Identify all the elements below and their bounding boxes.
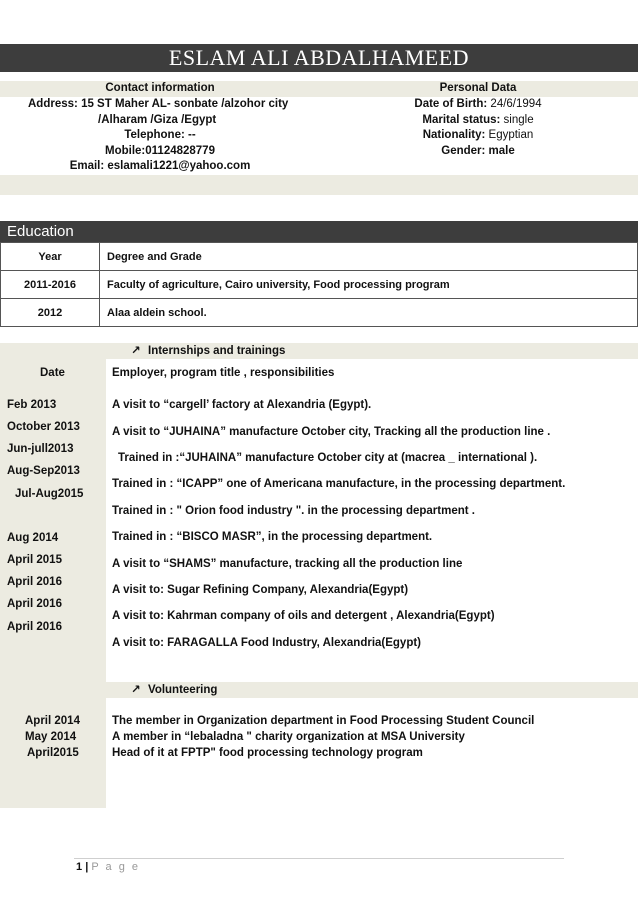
- internship-item: A visit to: Kahrman company of oils and detergent , Alexandria(Egypt): [112, 610, 495, 622]
- nationality-value: Egyptian: [485, 129, 534, 141]
- address-line-2: /Alharam /Giza /Egypt: [98, 113, 217, 126]
- table-row: [1, 299, 638, 327]
- edu-year: 2012: [1, 299, 100, 327]
- internships-col-desc: Employer, program title , responsibilities: [112, 367, 335, 379]
- internships-header-band: [0, 343, 638, 359]
- contact-heading: Contact information: [105, 82, 215, 94]
- edu-degree: Faculty of agriculture, Cairo university, Food processing program: [100, 271, 638, 299]
- dob-value: 24/6/1994: [487, 98, 542, 110]
- internships-col-date: Date: [40, 367, 65, 379]
- internship-item: A visit to: Sugar Refining Company, Alexandria(Egypt): [112, 584, 409, 596]
- dob-label: Date of Birth:: [414, 98, 488, 110]
- internships-heading: [130, 343, 285, 359]
- internship-date: Feb 2013: [7, 399, 57, 411]
- footer-rule: [74, 858, 564, 859]
- page-number: 1: [76, 861, 83, 873]
- email[interactable]: Email: eslamali1221@yahoo.com: [69, 160, 251, 172]
- personal-heading: Personal Data: [439, 82, 517, 94]
- col-year: Year: [1, 243, 100, 271]
- internship-date: October 2013: [7, 421, 80, 433]
- telephone: Telephone: --: [124, 129, 196, 141]
- date-of-birth: [388, 97, 568, 113]
- internship-date: April 2016: [7, 598, 62, 610]
- address-line-1: [28, 97, 288, 113]
- page-footer: [76, 860, 140, 874]
- marital-label: Marital status:: [422, 113, 501, 126]
- internship-date: Aug-Sep2013: [7, 465, 80, 477]
- internship-item: Trained in :“JUHAINA” manufacture October city at (macrea _ international ).: [118, 452, 538, 464]
- volunteer-item: Head of it at FPTP" food processing technology program: [112, 747, 423, 759]
- address-value-1: 15 ST Maher AL- sonbate /alzohor city: [81, 98, 289, 110]
- internship-date: Jun-jull2013: [7, 443, 74, 455]
- internship-date: Aug 2014: [7, 532, 59, 544]
- education-heading: Education: [7, 223, 74, 240]
- internship-date: April 2016: [7, 576, 62, 588]
- table-row: [1, 271, 638, 299]
- volunteering-heading: [130, 682, 217, 698]
- volunteer-item: The member in Organization department in Food Processing Student Council: [112, 715, 535, 727]
- table-header-row: [1, 243, 638, 271]
- volunteer-date: April2015: [27, 747, 79, 759]
- internship-item: Trained in : “BISCO MASR”, in the processing department.: [112, 531, 433, 543]
- volunteering-heading-text: Volunteering: [148, 684, 218, 696]
- edu-year: 2011-2016: [1, 271, 100, 299]
- marital-value: single: [500, 113, 534, 126]
- address-label: Address:: [28, 98, 78, 110]
- internship-item: A visit to: FARAGALLA Food Industry, Alexandria(Egypt): [112, 637, 422, 649]
- internship-date: April 2016: [7, 621, 62, 633]
- internship-item: A visit to “SHAMS” manufacture, tracking all the production line: [112, 558, 463, 570]
- leaf-icon: ↗: [131, 684, 141, 696]
- page-label: P a g e: [91, 861, 140, 873]
- internship-item: Trained in : “ICAPP” one of Americana manufacture, in the processing department.: [112, 478, 566, 490]
- education-header-bar: [0, 221, 638, 242]
- volunteer-date: May 2014: [25, 731, 77, 743]
- internships-heading-text: Internships and trainings: [148, 345, 286, 357]
- leaf-icon: ↗: [131, 345, 141, 357]
- page-separator: |: [85, 861, 89, 873]
- volunteer-date: April 2014: [25, 715, 80, 727]
- marital-status: [388, 113, 568, 129]
- education-table: [0, 242, 638, 327]
- edu-degree: Alaa aldein school.: [100, 299, 638, 327]
- mobile: Mobile:01124828779: [105, 144, 215, 157]
- nationality: [388, 128, 568, 144]
- contact-footer-band: [0, 175, 638, 195]
- internship-item: A visit to “JUHAINA” manufacture October city, Tracking all the production line .: [112, 426, 551, 438]
- internship-item: A visit to “cargell’ factory at Alexandria (Egypt).: [112, 399, 372, 411]
- name-header-bar: [0, 44, 638, 72]
- col-degree: Degree and Grade: [100, 243, 638, 271]
- internship-date: April 2015: [7, 554, 62, 566]
- internship-item: Trained in : " Orion food industry ". in the processing department .: [112, 505, 475, 517]
- gender: Gender: male: [441, 144, 515, 157]
- candidate-name: ESLAM ALI ABDALHAMEED: [168, 45, 470, 70]
- volunteering-header-band: [0, 682, 638, 698]
- volunteer-item: A member in “lebaladna " charity organization at MSA University: [112, 731, 465, 743]
- internship-date: Jul-Aug2015: [15, 488, 84, 500]
- nationality-label: Nationality:: [422, 129, 486, 141]
